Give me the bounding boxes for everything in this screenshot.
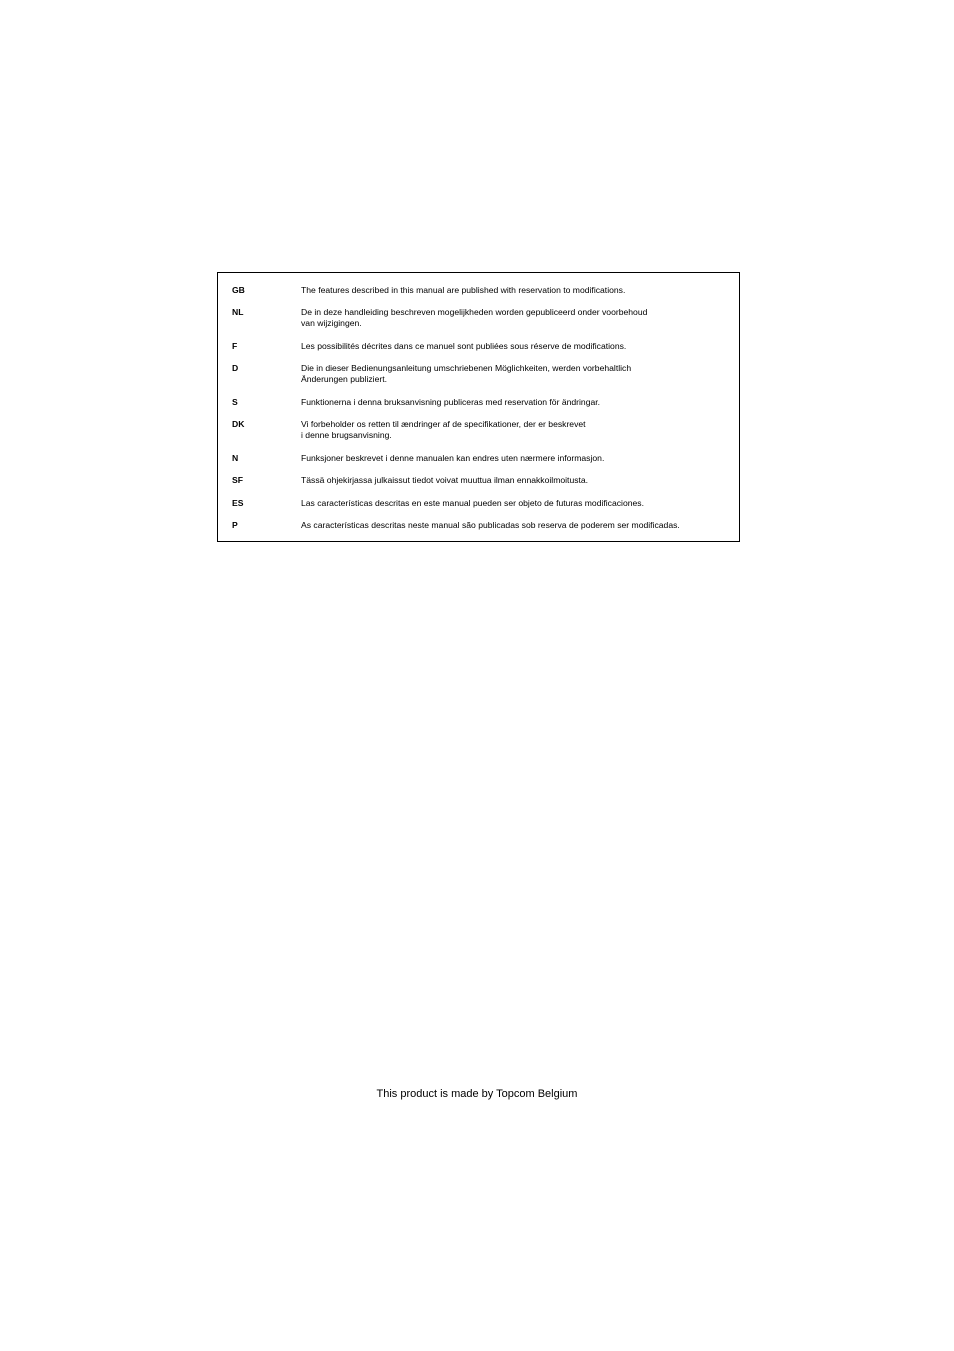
notice-text: Die in dieser Bedienungsanleitung umschriebenen Möglichkeiten, werden vorbehaltlich Änderungen publiziert. [301,363,632,384]
language-code: F [232,341,238,351]
language-code: P [232,520,238,530]
notice-text: Les possibilités décrites dans ce manuel sont publiées sous réserve de modifications. [301,341,627,351]
modification-notice-box [217,272,740,542]
notice-text: Tässä ohjekirjassa julkaissut tiedot voivat muuttua ilman ennakkoilmoitusta. [301,475,589,485]
notice-text: The features described in this manual are published with reservation to modifications. [301,285,626,295]
manufacturer-footer: This product is made by Topcom Belgium [376,1088,578,1100]
notice-text: Funktionerna i denna bruksanvisning publiceras med reservation för ändringar. [301,397,601,407]
language-code: NL [232,307,244,317]
language-code: N [232,453,239,463]
notice-text: Funksjoner beskrevet i denne manualen kan endres uten nærmere informasjon. [301,453,605,463]
language-code: DK [232,419,245,429]
notice-text: As características descritas neste manual são publicadas sob reserva de poderem ser modificadas. [301,520,680,530]
language-code: D [232,363,239,373]
language-code: S [232,397,238,407]
language-code: GB [232,285,245,295]
notice-text: De in deze handleiding beschreven mogelijkheden worden gepubliceerd onder voorbehoud van wijzigingen. [301,307,648,328]
language-code: SF [232,475,243,485]
notice-text: Vi forbeholder os retten til ændringer af de specifikationer, der er beskrevet i denne brugsanvisning. [301,419,586,440]
language-code: ES [232,498,244,508]
notice-text: Las características descritas en este manual pueden ser objeto de futuras modificaciones. [301,498,644,508]
